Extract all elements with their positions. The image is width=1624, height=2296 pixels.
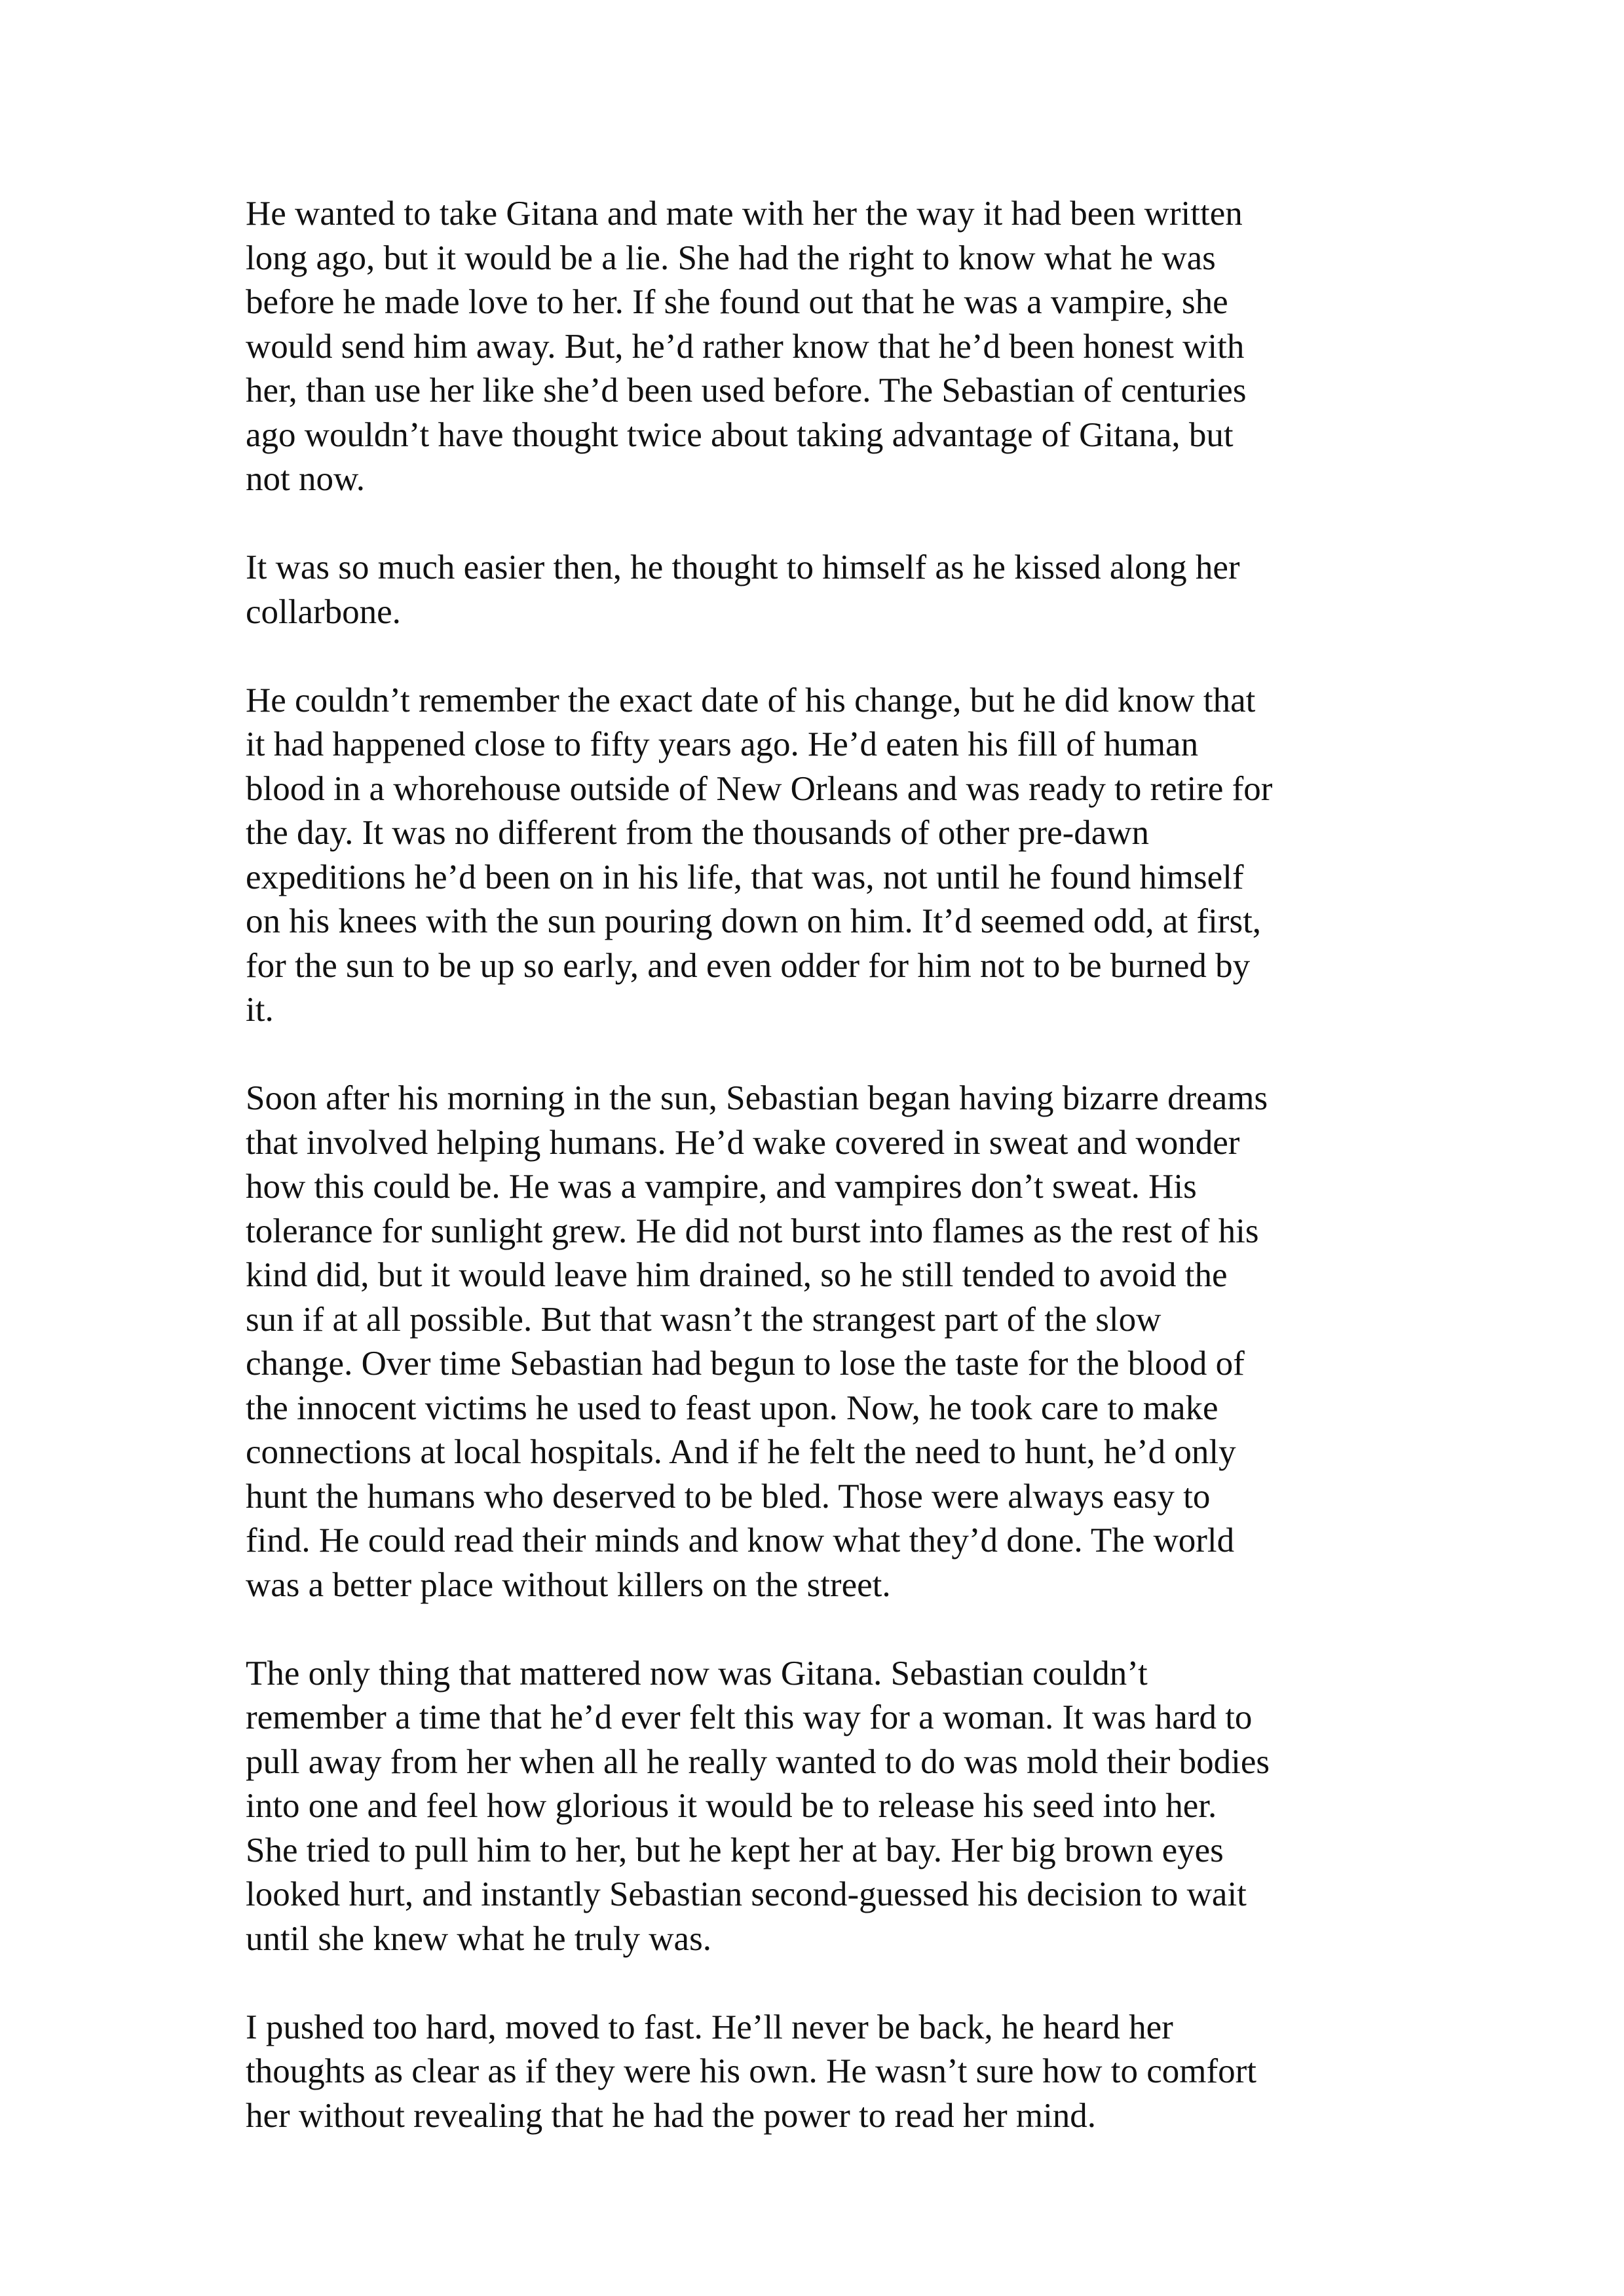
text-line: it had happened close to fifty years ago. He’d eaten his fill of human <box>246 725 1199 763</box>
text-line: find. He could read their minds and know what they’d done. The world <box>246 1521 1235 1559</box>
text-line: on his knees with the sun pouring down on him. It’d seemed odd, at first, <box>246 902 1262 940</box>
text-line: She tried to pull him to her, but he kept her at bay. Her big brown eyes <box>246 1831 1224 1869</box>
text-line: looked hurt, and instantly Sebastian second-guessed his decision to wait <box>246 1875 1247 1913</box>
text-line: pull away from her when all he really wanted to do was mold their bodies <box>246 1742 1270 1781</box>
text-line: hunt the humans who deserved to be bled. Those were always easy to <box>246 1477 1211 1516</box>
text-line: was a better place without killers on the street. <box>246 1565 891 1604</box>
text-line: blood in a whorehouse outside of New Orleans and was ready to retire for <box>246 769 1273 808</box>
text-line: it. <box>246 991 274 1029</box>
text-line: The only thing that mattered now was Gitana. Sebastian couldn’t <box>246 1654 1148 1693</box>
text-line: not now. <box>246 460 366 498</box>
text-line: change. Over time Sebastian had begun to lose the taste for the blood of <box>246 1345 1245 1383</box>
text-line: tolerance for sunlight grew. He did not burst into flames as the rest of his <box>246 1212 1259 1250</box>
paragraph-4 <box>246 1077 1405 1607</box>
text-line: sun if at all possible. But that wasn’t the strangest part of the slow <box>246 1300 1161 1339</box>
text-line: her without revealing that he had the power to read her mind. <box>246 2096 1097 2135</box>
text-line: remember a time that he’d ever felt this way for a woman. It was hard to <box>246 1698 1253 1736</box>
text-line: for the sun to be up so early, and even odder for him not to be burned by <box>246 946 1251 985</box>
text-line: would send him away. But, he’d rather know that he’d been honest with <box>246 327 1245 366</box>
text-line: collarbone. <box>246 592 401 631</box>
text-line: into one and feel how glorious it would be to release his seed into her. <box>246 1787 1217 1825</box>
text-line: It was so much easier then, he thought to himself as he kissed along her <box>246 548 1240 586</box>
text-line: how this could be. He was a vampire, and vampires don’t sweat. His <box>246 1168 1197 1206</box>
text-line: before he made love to her. If she found out that he was a vampire, she <box>246 283 1228 321</box>
text-line: I pushed too hard, moved to fast. He’ll never be back, he heard her <box>246 2008 1173 2046</box>
text-line: connections at local hospitals. And if he felt the need to hunt, he’d only <box>246 1433 1236 1471</box>
text-line: Soon after his morning in the sun, Sebastian began having bizarre dreams <box>246 1079 1268 1117</box>
paragraph-6 <box>246 2006 1405 2139</box>
text-line: ago wouldn’t have thought twice about taking advantage of Gitana, but <box>246 415 1234 454</box>
text-line: until she knew what he truly was. <box>246 1919 711 1958</box>
paragraph-1 <box>246 192 1405 502</box>
text-line: long ago, but it would be a lie. She had the right to know what he was <box>246 239 1216 277</box>
text-line: the day. It was no different from the thousands of other pre-dawn <box>246 814 1150 852</box>
body-text <box>246 192 1405 2138</box>
paragraph-2 <box>246 546 1405 634</box>
text-line: the innocent victims he used to feast upon. Now, he took care to make <box>246 1388 1218 1427</box>
text-line: He couldn’t remember the exact date of his change, but he did know that <box>246 681 1256 719</box>
text-line: her, than use her like she’d been used before. The Sebastian of centuries <box>246 372 1247 410</box>
text-line: thoughts as clear as if they were his own. He wasn’t sure how to comfort <box>246 2052 1257 2090</box>
paragraph-5 <box>246 1652 1405 1962</box>
text-line: that involved helping humans. He’d wake covered in sweat and wonder <box>246 1123 1240 1162</box>
text-line: He wanted to take Gitana and mate with her the way it had been written <box>246 195 1243 233</box>
text-line: kind did, but it would leave him drained, so he still tended to avoid the <box>246 1256 1228 1294</box>
text-line: expeditions he’d been on in his life, that was, not until he found himself <box>246 858 1244 896</box>
paragraph-3 <box>246 679 1405 1033</box>
